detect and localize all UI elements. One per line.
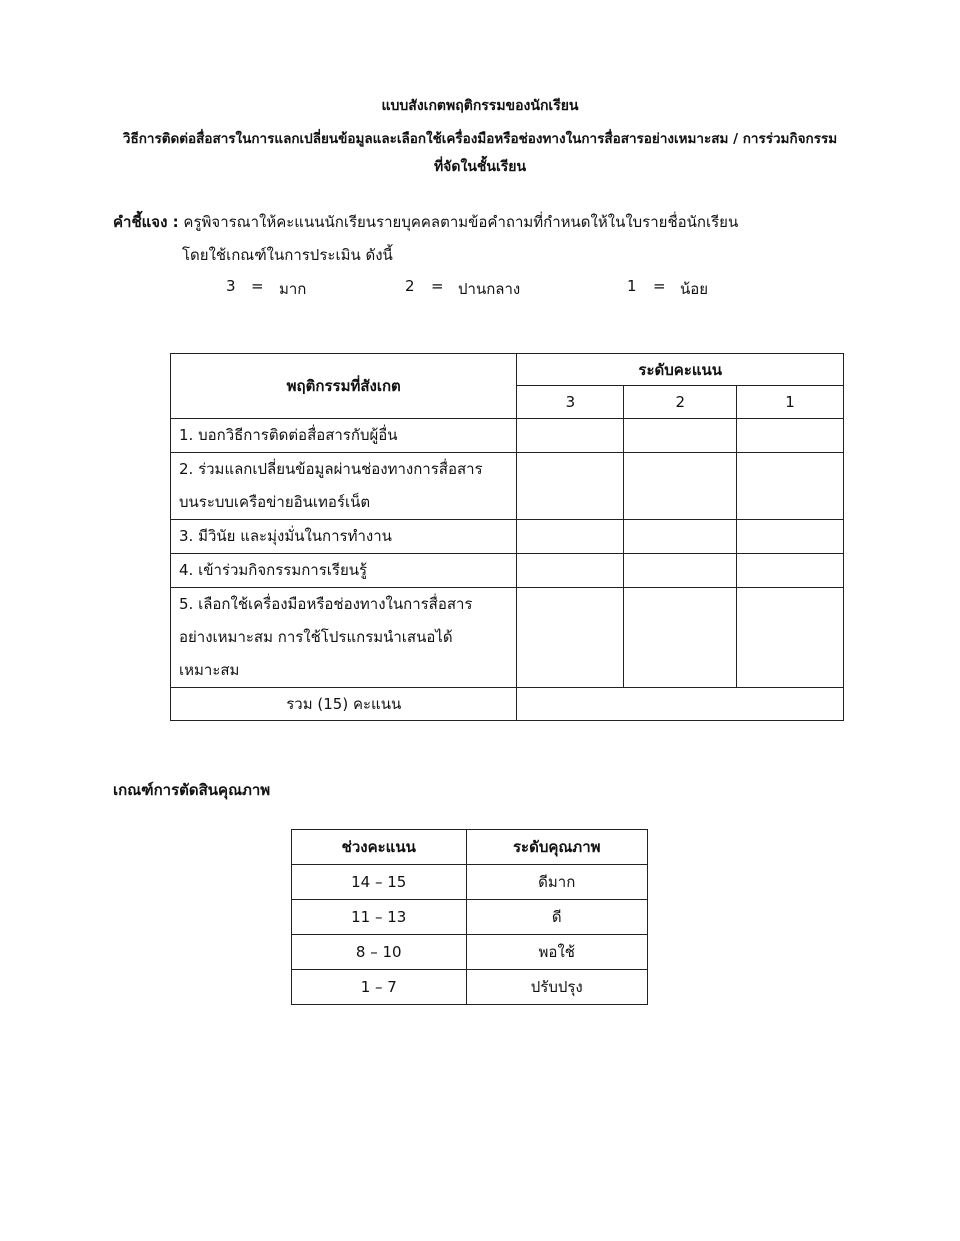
scale-eq: = xyxy=(431,277,444,295)
score-range: 8 – 10 xyxy=(292,935,467,970)
instructions xyxy=(113,210,738,234)
scale-score-1: 1 xyxy=(627,277,637,295)
scale-score-3: 3 xyxy=(226,277,236,295)
page-subtitle-line1: วิธีการติดต่อสื่อสารในการแลกเปลี่ยนข้อมูลและเลือกใช้เครื่องมือหรือช่องทางในการสื่อสารอย่างเหมาะสม / การร่วมกิจกรรม xyxy=(122,131,838,147)
behavior-item xyxy=(171,453,517,520)
quality-level: ปรับปรุง xyxy=(466,970,648,1005)
score-cell[interactable] xyxy=(737,453,844,520)
behavior-observation-table xyxy=(170,353,844,721)
score-cell[interactable] xyxy=(517,419,624,453)
score-cell[interactable] xyxy=(737,419,844,453)
quality-level: พอใช้ xyxy=(466,935,648,970)
quality-level: ดี xyxy=(466,900,648,935)
scale-eq: = xyxy=(653,277,666,295)
score-cell[interactable] xyxy=(737,554,844,588)
score-cell[interactable] xyxy=(737,588,844,688)
behavior-text: 4. เข้าร่วมกิจกรรมการเรียนรู้ xyxy=(179,561,368,579)
behavior-item xyxy=(171,419,517,453)
behavior-text: อย่างเหมาะสม การใช้โปรแกรมนำเสนอได้ xyxy=(179,628,453,646)
scale-score-2: 2 xyxy=(405,277,415,295)
behavior-item xyxy=(171,554,517,588)
total-row xyxy=(171,688,844,721)
score-range: 1 – 7 xyxy=(292,970,467,1005)
total-score-cell[interactable] xyxy=(517,688,844,721)
header-score-level: ระดับคะแนน xyxy=(517,354,844,386)
scale-meaning-3: มาก xyxy=(279,280,307,298)
score-cell[interactable] xyxy=(517,453,624,520)
table-row xyxy=(171,588,844,688)
level-1-header: 1 xyxy=(737,386,844,419)
table-row xyxy=(292,900,648,935)
page-subtitle-line2: ที่จัดในชั้นเรียน xyxy=(433,159,527,175)
scale-meaning-2: ปานกลาง xyxy=(458,280,521,298)
quality-criteria-title: เกณฑ์การตัดสินคุณภาพ xyxy=(113,781,271,799)
table-row xyxy=(171,520,844,554)
score-cell[interactable] xyxy=(624,419,737,453)
behavior-item xyxy=(171,520,517,554)
score-cell[interactable] xyxy=(624,588,737,688)
header-behavior: พฤติกรรมที่สังเกต xyxy=(171,354,517,419)
behavior-text: 5. เลือกใช้เครื่องมือหรือช่องทางในการสื่อสาร xyxy=(179,595,473,613)
behavior-text: 2. ร่วมแลกเปลี่ยนข้อมูลผ่านช่องทางการสื่อสาร xyxy=(179,460,483,478)
score-cell[interactable] xyxy=(624,453,737,520)
score-cell[interactable] xyxy=(517,520,624,554)
quality-level: ดีมาก xyxy=(466,865,648,900)
level-3-header: 3 xyxy=(517,386,624,419)
scale-eq: = xyxy=(251,277,264,295)
total-label: รวม (15) คะแนน xyxy=(171,688,517,721)
instructions-text: ครูพิจารณาให้คะแนนนักเรียนรายบุคคลตามข้อคำถามที่กำหนดให้ในใบรายชื่อนักเรียน xyxy=(183,213,739,231)
score-cell[interactable] xyxy=(624,554,737,588)
page-title: แบบสังเกตพฤติกรรมของนักเรียน xyxy=(381,98,579,114)
behavior-text: บนระบบเครือข่ายอินเทอร์เน็ต xyxy=(179,493,371,511)
criteria-intro: โดยใช้เกณฑ์ในการประเมิน ดังนี้ xyxy=(182,246,393,264)
behavior-text: เหมาะสม xyxy=(179,661,240,679)
score-range: 11 – 13 xyxy=(292,900,467,935)
table-row xyxy=(292,865,648,900)
header-score-range: ช่วงคะแนน xyxy=(292,830,467,865)
score-range: 14 – 15 xyxy=(292,865,467,900)
table-row xyxy=(292,935,648,970)
score-cell[interactable] xyxy=(517,588,624,688)
table-row xyxy=(292,970,648,1005)
instructions-label: คำชี้แจง : xyxy=(113,213,179,231)
behavior-text: 1. บอกวิธีการติดต่อสื่อสารกับผู้อื่น xyxy=(179,426,398,444)
score-cell[interactable] xyxy=(737,520,844,554)
table-row xyxy=(171,453,844,520)
behavior-item xyxy=(171,588,517,688)
score-cell[interactable] xyxy=(624,520,737,554)
behavior-text: 3. มีวินัย และมุ่งมั่นในการทำงาน xyxy=(179,527,392,545)
table-row xyxy=(171,554,844,588)
quality-criteria-table xyxy=(291,829,648,1005)
score-cell[interactable] xyxy=(517,554,624,588)
scale-meaning-1: น้อย xyxy=(680,280,709,298)
header-quality-level: ระดับคุณภาพ xyxy=(466,830,648,865)
level-2-header: 2 xyxy=(624,386,737,419)
table-row xyxy=(171,419,844,453)
